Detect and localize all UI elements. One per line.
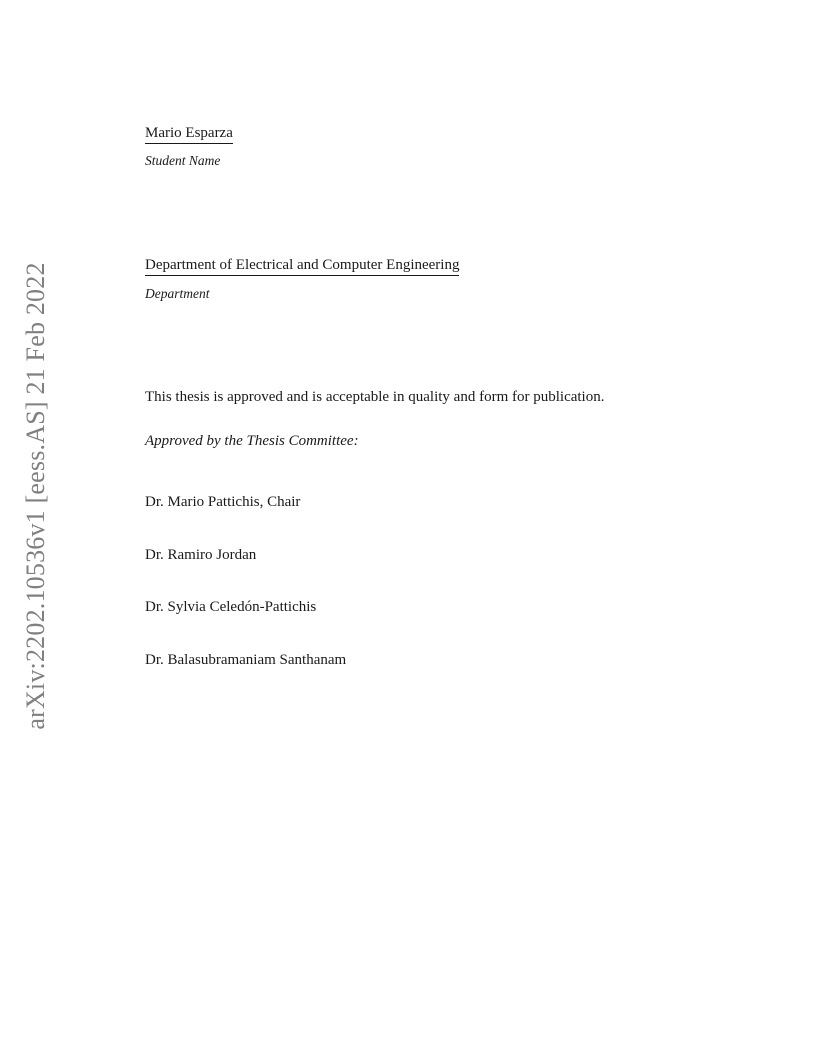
department-label: Department (145, 286, 210, 301)
committee-member: Dr. Ramiro Jordan (145, 547, 257, 563)
student-name-label: Student Name (145, 153, 221, 168)
department-value: Department of Electrical and Computer Engineering (145, 256, 459, 276)
committee-member-chair: Dr. Mario Pattichis, Chair (145, 494, 301, 510)
committee-heading: Approved by the Thesis Committee: (145, 433, 359, 449)
approval-statement: This thesis is approved and is acceptable in quality and form for publication. (145, 389, 605, 405)
arxiv-identifier-stamp: arXiv:2202.10536v1 [eess.AS] 21 Feb 2022 (21, 262, 50, 730)
committee-member: Dr. Balasubramaniam Santhanam (145, 652, 347, 668)
committee-member: Dr. Sylvia Celedón-Pattichis (145, 599, 317, 615)
student-name-value: Mario Esparza (145, 124, 233, 144)
